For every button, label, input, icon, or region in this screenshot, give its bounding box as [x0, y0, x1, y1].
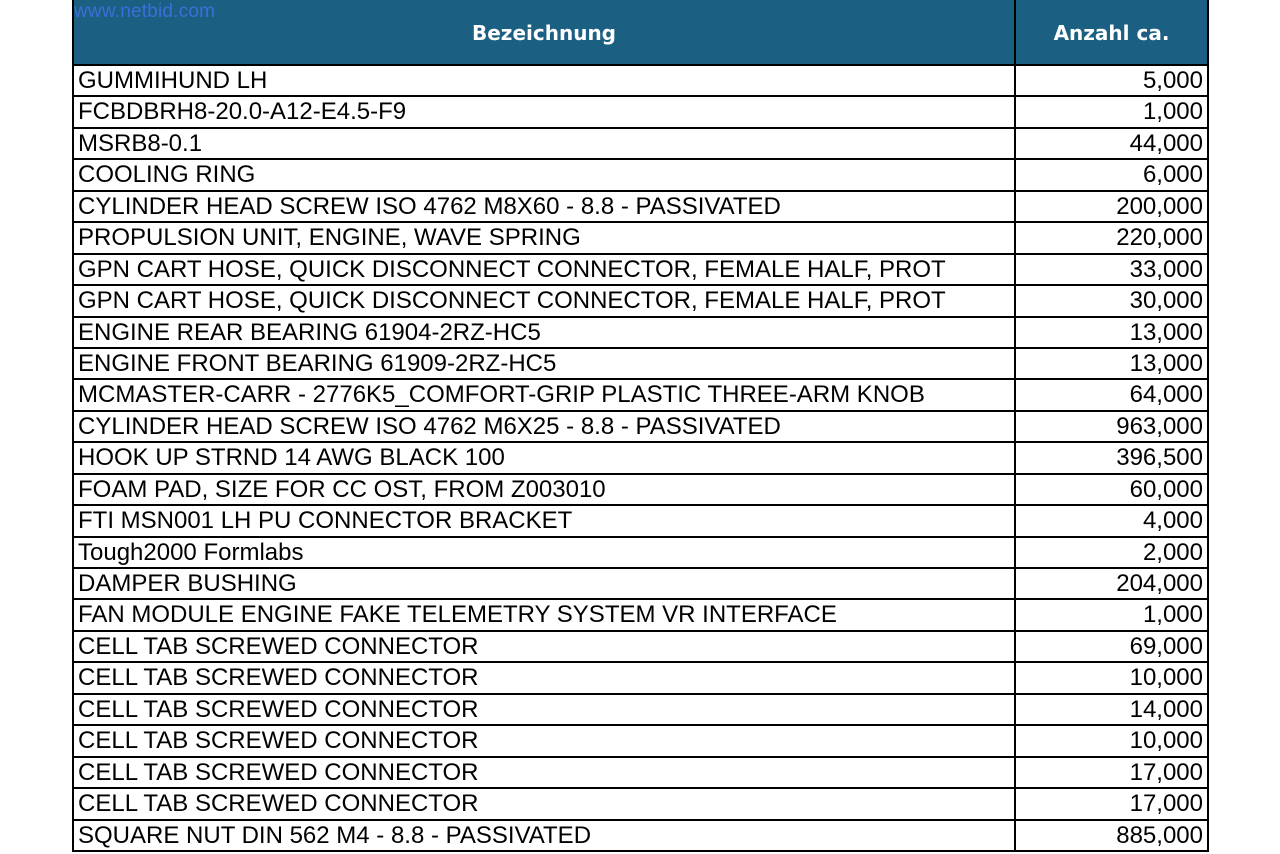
- cell-bezeichnung: ENGINE REAR BEARING 61904-2RZ-HC5: [74, 318, 1016, 347]
- cell-anzahl: 17,000: [1129, 758, 1203, 786]
- table-row: [74, 380, 1207, 411]
- table-row: [74, 192, 1207, 223]
- cell-anzahl: 396,500: [1116, 444, 1203, 472]
- table-row: [74, 160, 1207, 191]
- table-row: [74, 286, 1207, 317]
- header-anzahl: Anzahl ca.: [1053, 21, 1170, 45]
- table-row: [74, 726, 1207, 757]
- cell-anzahl: 5,000: [1142, 67, 1203, 94]
- table-row: [74, 318, 1207, 349]
- cell-bezeichnung: GUMMIHUND LH: [74, 66, 1016, 95]
- table-row: [74, 412, 1207, 443]
- cell-anzahl: 33,000: [1129, 255, 1203, 283]
- table-row: [74, 66, 1207, 97]
- table-row: [74, 223, 1207, 254]
- cell-bezeichnung: DAMPER BUSHING: [74, 569, 1016, 598]
- cell-anzahl: 13,000: [1129, 349, 1203, 377]
- cell-bezeichnung: FOAM PAD, SIZE FOR CC OST, FROM Z003010: [74, 475, 1016, 504]
- cell-bezeichnung: CELL TAB SCREWED CONNECTOR: [74, 789, 1016, 818]
- cell-anzahl: 6,000: [1142, 161, 1203, 189]
- table-row: [74, 475, 1207, 506]
- table-row: [74, 349, 1207, 380]
- cell-bezeichnung: CELL TAB SCREWED CONNECTOR: [74, 663, 1016, 692]
- cell-bezeichnung: FTI MSN001 LH PU CONNECTOR BRACKET: [74, 506, 1016, 535]
- cell-anzahl: 69,000: [1129, 632, 1203, 660]
- table-row: [74, 255, 1207, 286]
- cell-bezeichnung: Tough2000 Formlabs: [74, 538, 1016, 567]
- cell-anzahl: 17,000: [1129, 790, 1203, 818]
- cell-bezeichnung: FAN MODULE ENGINE FAKE TELEMETRY SYSTEM VR INTERFACE: [74, 600, 1016, 629]
- cell-bezeichnung: CELL TAB SCREWED CONNECTOR: [74, 695, 1016, 724]
- table-header: [74, 0, 1207, 66]
- cell-anzahl: 885,000: [1116, 821, 1203, 849]
- header-bezeichnung: Bezeichnung: [74, 0, 1016, 64]
- cell-bezeichnung: HOOK UP STRND 14 AWG BLACK 100: [74, 443, 1016, 472]
- cell-anzahl: 10,000: [1129, 727, 1203, 755]
- table-row: [74, 569, 1207, 600]
- cell-anzahl: 1,000: [1142, 601, 1203, 629]
- cell-bezeichnung: MSRB8-0.1: [74, 129, 1016, 158]
- cell-anzahl: 60,000: [1129, 475, 1203, 503]
- cell-anzahl: 44,000: [1129, 129, 1203, 157]
- cell-anzahl: 64,000: [1129, 381, 1203, 409]
- table-row: [74, 695, 1207, 726]
- cell-bezeichnung: ENGINE FRONT BEARING 61909-2RZ-HC5: [74, 349, 1016, 378]
- cell-bezeichnung: COOLING RING: [74, 160, 1016, 189]
- parts-table: [72, 0, 1209, 852]
- cell-bezeichnung: GPN CART HOSE, QUICK DISCONNECT CONNECTOR, FEMALE HALF, PROT: [74, 286, 1016, 315]
- cell-anzahl: 2,000: [1142, 538, 1203, 566]
- cell-anzahl: 204,000: [1116, 570, 1203, 597]
- cell-anzahl: 4,000: [1142, 507, 1203, 535]
- table-body: [74, 66, 1207, 852]
- watermark-text: www.netbid.com: [74, 1, 216, 22]
- table-row: [74, 97, 1207, 128]
- table-row: [74, 600, 1207, 631]
- table-row: [74, 821, 1207, 852]
- cell-bezeichnung: CELL TAB SCREWED CONNECTOR: [74, 632, 1016, 661]
- cell-bezeichnung: SQUARE NUT DIN 562 M4 - 8.8 - PASSIVATED: [74, 821, 1016, 850]
- cell-anzahl: 10,000: [1129, 664, 1203, 692]
- table-row: [74, 789, 1207, 820]
- cell-anzahl: 200,000: [1116, 192, 1203, 220]
- cell-bezeichnung: CELL TAB SCREWED CONNECTOR: [74, 758, 1016, 787]
- table-row: [74, 758, 1207, 789]
- table-row: [74, 129, 1207, 160]
- cell-bezeichnung: CYLINDER HEAD SCREW ISO 4762 M8X60 - 8.8 - PASSIVATED: [74, 192, 1016, 221]
- table-row: [74, 506, 1207, 537]
- cell-bezeichnung: PROPULSION UNIT, ENGINE, WAVE SPRING: [74, 223, 1016, 252]
- cell-bezeichnung: GPN CART HOSE, QUICK DISCONNECT CONNECTOR, FEMALE HALF, PROT: [74, 255, 1016, 284]
- cell-anzahl: 963,000: [1116, 412, 1203, 440]
- cell-bezeichnung: CYLINDER HEAD SCREW ISO 4762 M6X25 - 8.8 - PASSIVATED: [74, 412, 1016, 441]
- cell-bezeichnung: FCBDBRH8-20.0-A12-E4.5-F9: [74, 97, 1016, 126]
- table-row: [74, 632, 1207, 663]
- table-row: [74, 538, 1207, 569]
- cell-anzahl: 14,000: [1129, 695, 1203, 723]
- cell-anzahl: 1,000: [1142, 98, 1203, 126]
- cell-bezeichnung: MCMASTER-CARR - 2776K5_COMFORT-GRIP PLASTIC THREE-ARM KNOB: [74, 380, 1016, 409]
- cell-bezeichnung: CELL TAB SCREWED CONNECTOR: [74, 726, 1016, 755]
- cell-anzahl: 30,000: [1129, 287, 1203, 315]
- cell-anzahl: 13,000: [1129, 318, 1203, 346]
- table-row: [74, 663, 1207, 694]
- cell-anzahl: 220,000: [1116, 224, 1203, 252]
- table-row: [74, 443, 1207, 474]
